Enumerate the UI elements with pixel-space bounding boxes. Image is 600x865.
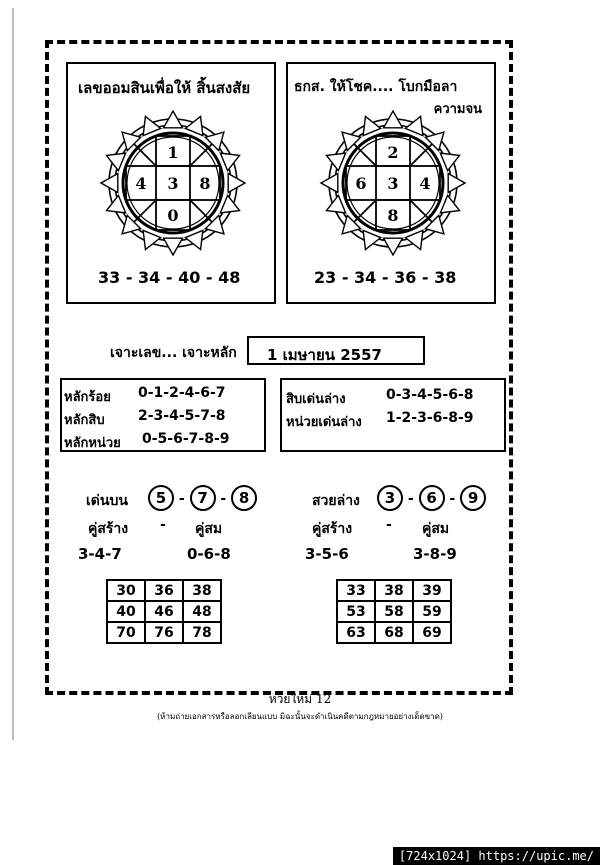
table-cell: 58: [375, 601, 413, 622]
table-cell: 38: [183, 580, 221, 601]
lotus-petal: [440, 153, 459, 171]
lower-circled-group: [377, 485, 486, 511]
lower-number-table: [336, 579, 452, 644]
lotus-petal: [363, 116, 381, 135]
seal-left-bottom: 0: [167, 206, 179, 225]
upper-label: เด่นบน: [86, 493, 128, 509]
upper-val-left: 3-4-7: [78, 545, 122, 563]
panel-left-title: เลขออมสินเพื่อให้ สิ้นสงสัย: [78, 79, 251, 97]
upper-circled-group: [148, 485, 257, 511]
digit-label-lower-units: หน่วยเด่นล่าง: [286, 415, 362, 430]
dash: -: [174, 491, 190, 507]
page-footer-title: หวยใหม่ 12: [268, 692, 332, 706]
upper-circled-2: 7: [190, 485, 216, 511]
seal-right-top: 2: [387, 143, 399, 162]
dash: -: [215, 491, 232, 507]
digit-value-tens: 2-3-4-5-7-8: [138, 408, 226, 424]
lotus-petal: [440, 195, 459, 213]
digit-value-hundreds: 0-1-2-4-6-7: [138, 385, 226, 401]
seal-left-right: 8: [199, 174, 211, 193]
table-cell: 53: [337, 601, 375, 622]
panel-right-numbers: 23 - 34 - 36 - 38: [314, 268, 457, 287]
table-row: [107, 601, 221, 622]
copyright-note: (ห้ามถ่ายเอกสารหรือลอกเลียนแบบ มิฉะนั้นจะดำเนินคดีตามกฎหมายอย่างเด็ดขาด): [157, 712, 443, 721]
lotus-petal: [106, 153, 125, 171]
lotus-petal: [326, 153, 345, 171]
upper-sub-dash: -: [160, 517, 166, 533]
lotus-petal: [363, 230, 381, 249]
digit-label-hundreds: หลักร้อย: [64, 390, 111, 405]
lotus-petal: [405, 230, 423, 249]
lower-circled-3: 9: [460, 485, 486, 511]
table-cell: 39: [413, 580, 451, 601]
panel-right-title-line2: ความจน: [433, 102, 482, 117]
seal-right-bottom: 8: [387, 206, 399, 225]
seal-right-center: 3: [387, 174, 399, 193]
lower-circled-1: 3: [377, 485, 403, 511]
table-cell: 69: [413, 622, 451, 643]
seal-right-left: 6: [355, 174, 367, 193]
table-cell: 46: [145, 601, 183, 622]
seal-diagram-left: [98, 108, 248, 258]
lotus-petal: [326, 195, 345, 213]
digit-label-lower-tens: สิบเด่นล่าง: [286, 392, 346, 407]
table-cell: 30: [107, 580, 145, 601]
upper-number-table: [106, 579, 222, 644]
watermark-bar: [724x1024] https://upic.me/: [393, 847, 600, 865]
lower-label: สวยล่าง: [312, 493, 360, 509]
lower-val-left: 3-5-6: [305, 545, 349, 563]
panel-right-title-line1: ธกส. ให้โชค.... โบกมือลา: [294, 79, 458, 95]
digits-box-right: [280, 378, 506, 452]
panel-right: [286, 62, 496, 304]
panel-left-numbers: 33 - 34 - 40 - 48: [98, 268, 241, 287]
table-row: [337, 580, 451, 601]
lotus-petal: [185, 230, 203, 249]
lotus-petal: [143, 230, 161, 249]
table-row: [107, 580, 221, 601]
seal-left-center: 3: [167, 174, 179, 193]
table-cell: 63: [337, 622, 375, 643]
date-box: [247, 336, 425, 365]
lower-val-right: 3-8-9: [413, 545, 457, 563]
seal-left-left: 4: [135, 174, 147, 193]
table-row: [337, 622, 451, 643]
lower-circled-2: 6: [419, 485, 445, 511]
panel-left: [66, 62, 276, 304]
table-cell: 78: [183, 622, 221, 643]
table-row: [107, 622, 221, 643]
digits-box-left: [60, 378, 266, 452]
lower-sub-left: คู่สร้าง: [312, 521, 353, 537]
upper-circled-1: 5: [148, 485, 174, 511]
lotus-petal: [143, 116, 161, 135]
table-cell: 48: [183, 601, 221, 622]
digit-value-lower-units: 1-2-3-6-8-9: [386, 410, 474, 426]
table-cell: 33: [337, 580, 375, 601]
seal-diagram-right: [318, 108, 468, 258]
table-cell: 59: [413, 601, 451, 622]
digit-value-units: 0-5-6-7-8-9: [142, 431, 230, 447]
table-cell: 68: [375, 622, 413, 643]
table-cell: 36: [145, 580, 183, 601]
table-cell: 70: [107, 622, 145, 643]
lotus-petal: [220, 153, 239, 171]
digit-label-units: หลักหน่วย: [64, 436, 121, 451]
digit-value-lower-tens: 0-3-4-5-6-8: [386, 387, 474, 403]
dash: -: [444, 491, 461, 507]
lotus-petal: [185, 116, 203, 135]
table-cell: 40: [107, 601, 145, 622]
lotus-petal: [405, 116, 423, 135]
table-row: [337, 601, 451, 622]
digit-label-tens: หลักสิบ: [64, 413, 105, 428]
upper-sub-left: คู่สร้าง: [88, 521, 129, 537]
dash: -: [403, 491, 419, 507]
section-heading: เจาะเลข... เจาะหลัก: [110, 345, 237, 361]
seal-right-right: 4: [419, 174, 431, 193]
draw-date: 1 เมษายน 2557: [267, 346, 382, 364]
lotus-petal: [220, 195, 239, 213]
table-cell: 38: [375, 580, 413, 601]
lower-sub-dash: -: [386, 517, 392, 533]
table-cell: 76: [145, 622, 183, 643]
upper-circled-3: 8: [231, 485, 257, 511]
seal-left-top: 1: [167, 143, 179, 162]
lower-sub-right: คู่สม: [422, 521, 450, 537]
lotus-petal: [106, 195, 125, 213]
upper-sub-right: คู่สม: [195, 521, 223, 537]
upper-val-right: 0-6-8: [187, 545, 231, 563]
